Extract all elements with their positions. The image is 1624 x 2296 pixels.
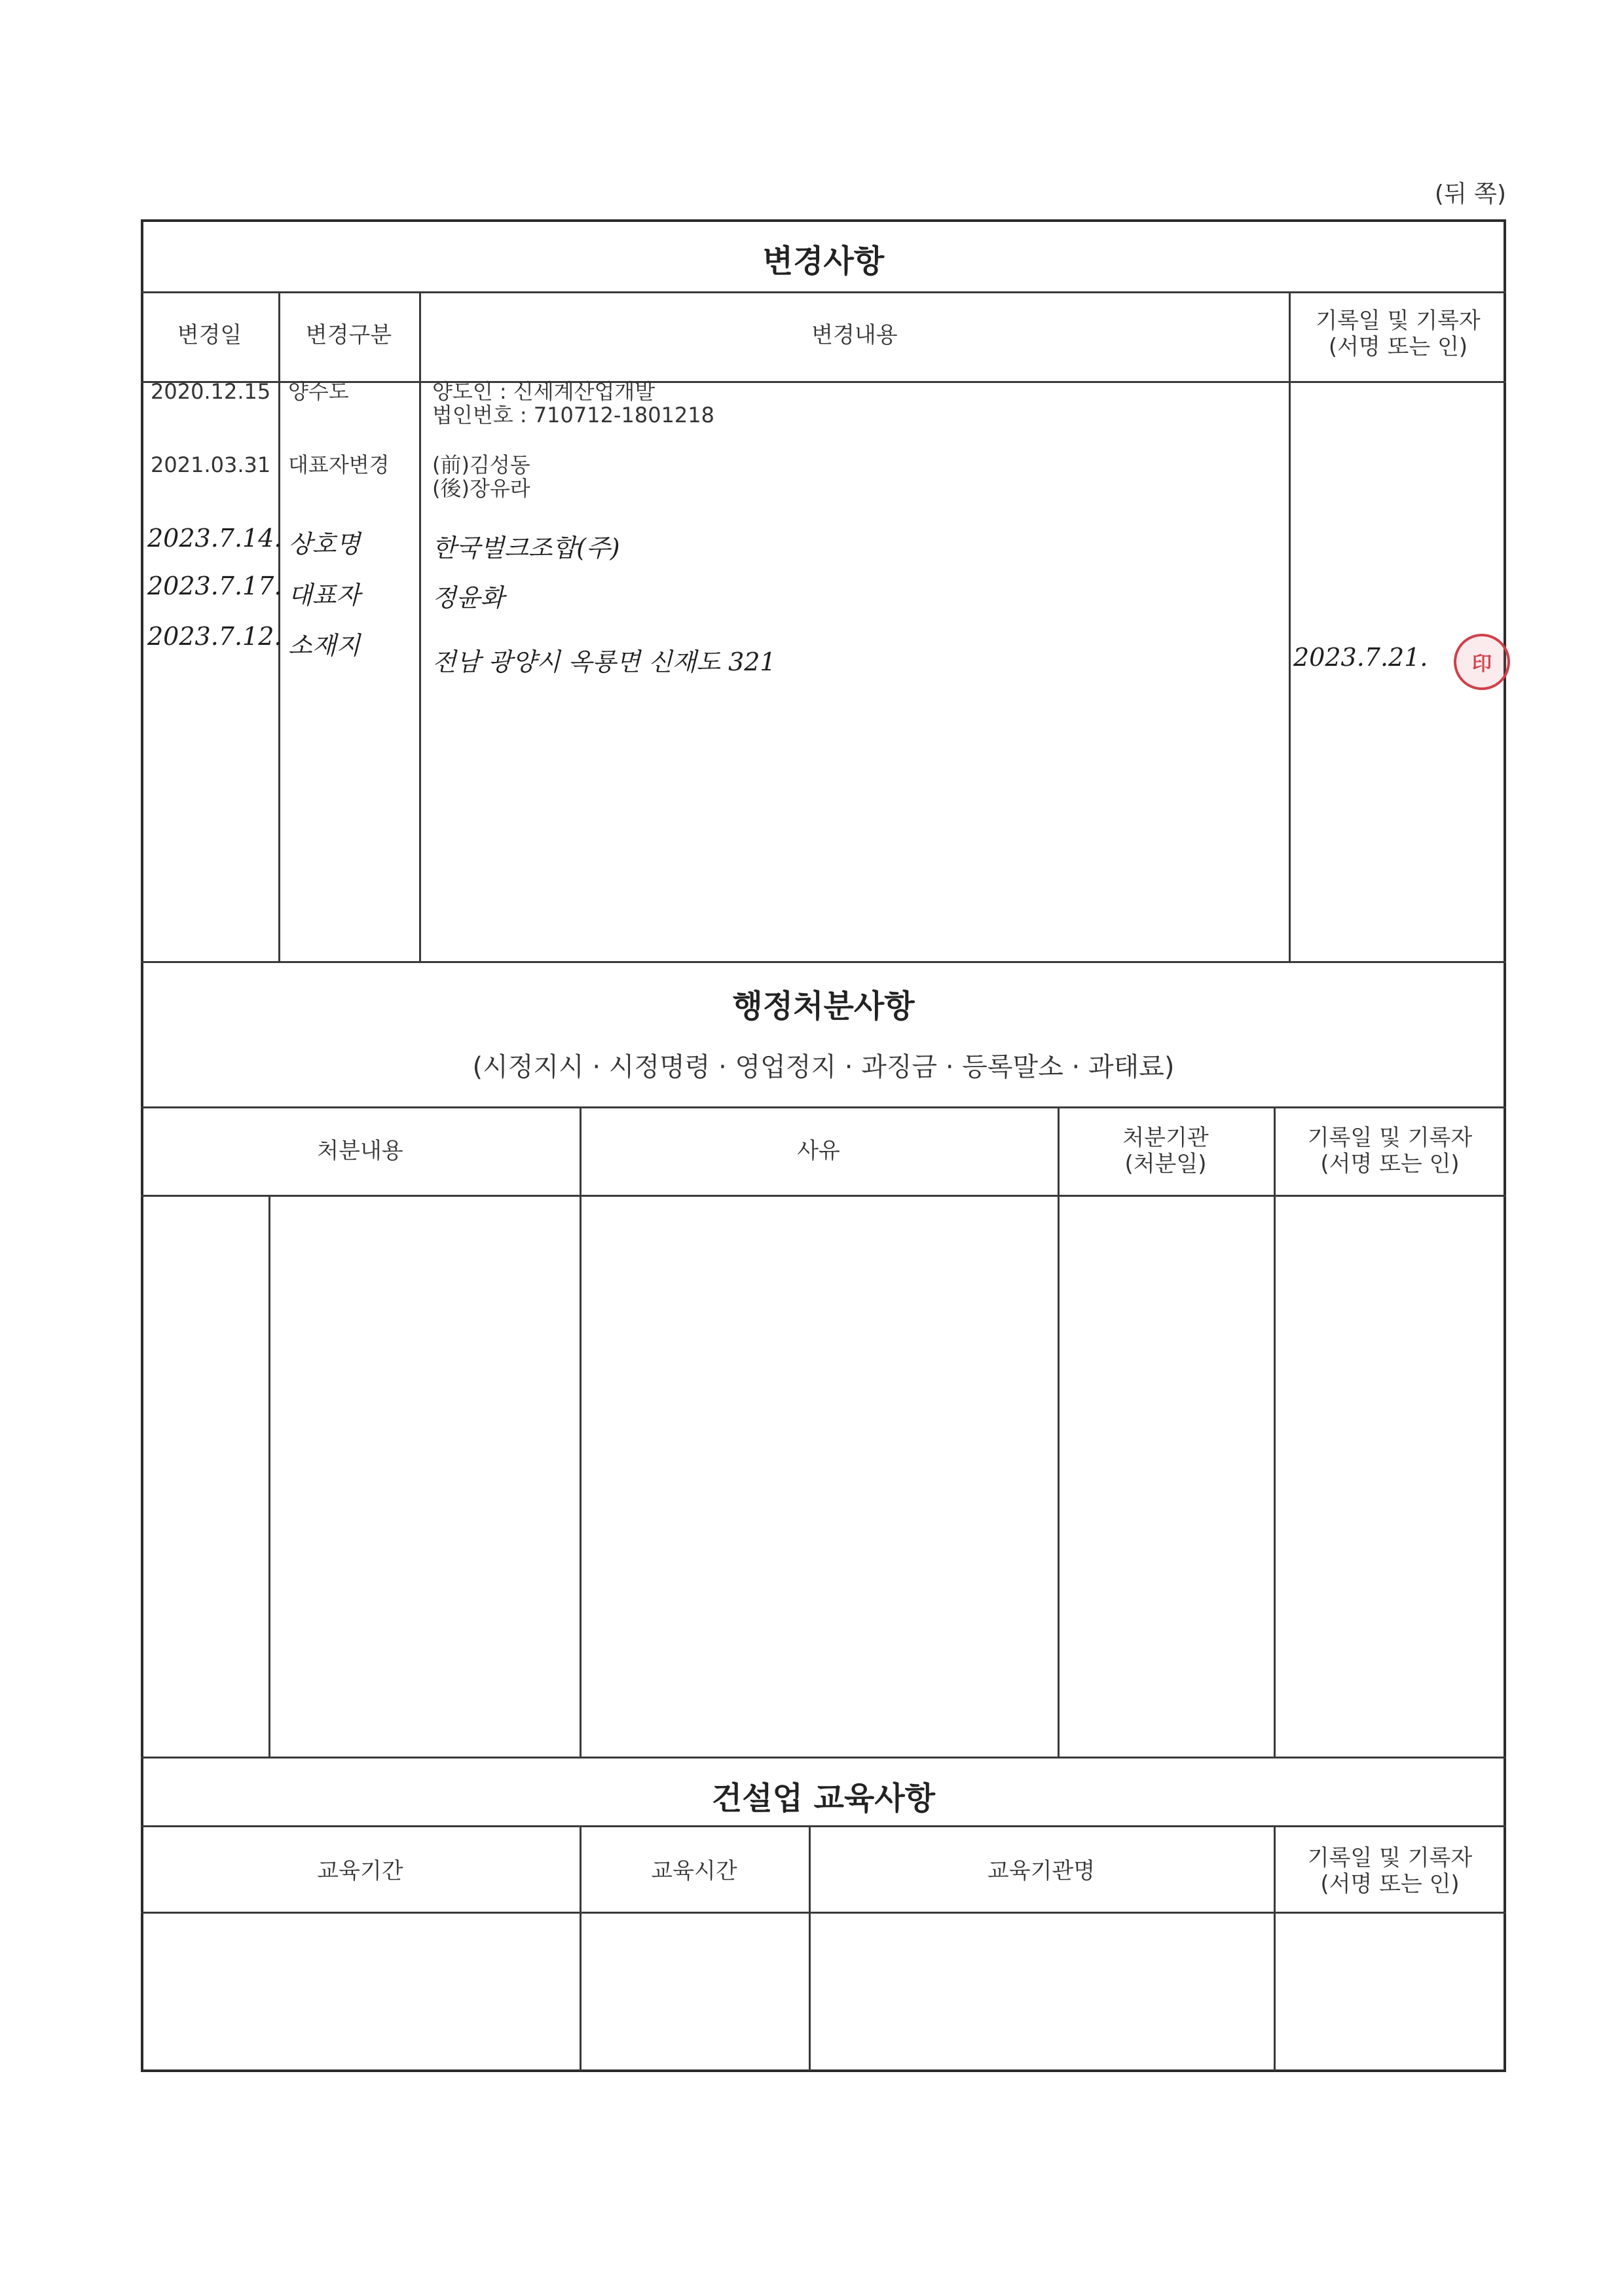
header-change-record: 기록일 및 기록자 — [1316, 308, 1481, 334]
admin-subtitle: (시정지시 · 시정명령 · 영업정지 · 과징금 · 등록말소 · 과태료) — [472, 1052, 1175, 1082]
header-education-record-sub: (서명 또는 인) — [1320, 1871, 1460, 1897]
handwritten-date: 2023.7.14. — [147, 524, 282, 553]
header-education-record: 기록일 및 기록자 — [1307, 1845, 1473, 1871]
header-education-period: 교육기간 — [317, 1858, 403, 1884]
handwritten-type: 상호명 — [288, 530, 361, 558]
handwritten-content: 전남 광양시 옥룡면 신재도 321 — [432, 647, 776, 676]
admin-title: 행정처분사항 — [732, 988, 915, 1025]
handwritten-content: 정윤화 — [432, 583, 505, 612]
header-education-hours: 교육시간 — [651, 1858, 737, 1884]
changes-title: 변경사항 — [762, 243, 885, 280]
header-admin-record: 기록일 및 기록자 — [1307, 1125, 1473, 1151]
header-education-institution: 교육기관명 — [987, 1858, 1096, 1884]
handwritten-date: 2023.7.17. — [147, 572, 282, 600]
header-admin-agency-sub: (처분일) — [1124, 1151, 1207, 1177]
header-admin-reason: 사유 — [797, 1138, 840, 1164]
change-row-content: 양도인 : 신세계산업개발 — [432, 379, 655, 404]
education-title: 건설업 교육사항 — [711, 1780, 936, 1817]
red-seal-stamp-icon: 印 — [1454, 634, 1510, 690]
handwritten-content: 한국벌크조합(주) — [432, 534, 620, 562]
header-admin-record-sub: (서명 또는 인) — [1320, 1151, 1460, 1177]
header-change-date: 변경일 — [177, 322, 242, 348]
header-admin-content: 처분내용 — [317, 1138, 403, 1164]
page-side-label: (뒤 쪽) — [1434, 181, 1506, 208]
handwritten-date: 2023.7.12. — [147, 622, 282, 651]
change-row-type: 대표자변경 — [288, 452, 390, 477]
change-row-date: 2021.03.31 — [151, 452, 271, 477]
change-row-content: (後)장유라 — [432, 476, 530, 501]
change-row-type: 양수도 — [288, 379, 349, 404]
header-change-record-sub: (서명 또는 인) — [1328, 334, 1468, 360]
handwritten-type: 대표자 — [288, 581, 361, 610]
change-row-content: 법인번호 : 710712-1801218 — [432, 403, 714, 428]
change-row-content: (前)김성동 — [432, 452, 530, 477]
header-change-type: 변경구분 — [305, 322, 392, 348]
header-admin-agency: 처분기관 — [1122, 1125, 1209, 1151]
handwritten-type: 소재지 — [288, 631, 361, 660]
handwritten-record-date: 2023.7.21. — [1293, 643, 1428, 672]
change-row-date: 2020.12.15 — [151, 379, 271, 404]
header-change-content: 변경내용 — [811, 322, 898, 348]
